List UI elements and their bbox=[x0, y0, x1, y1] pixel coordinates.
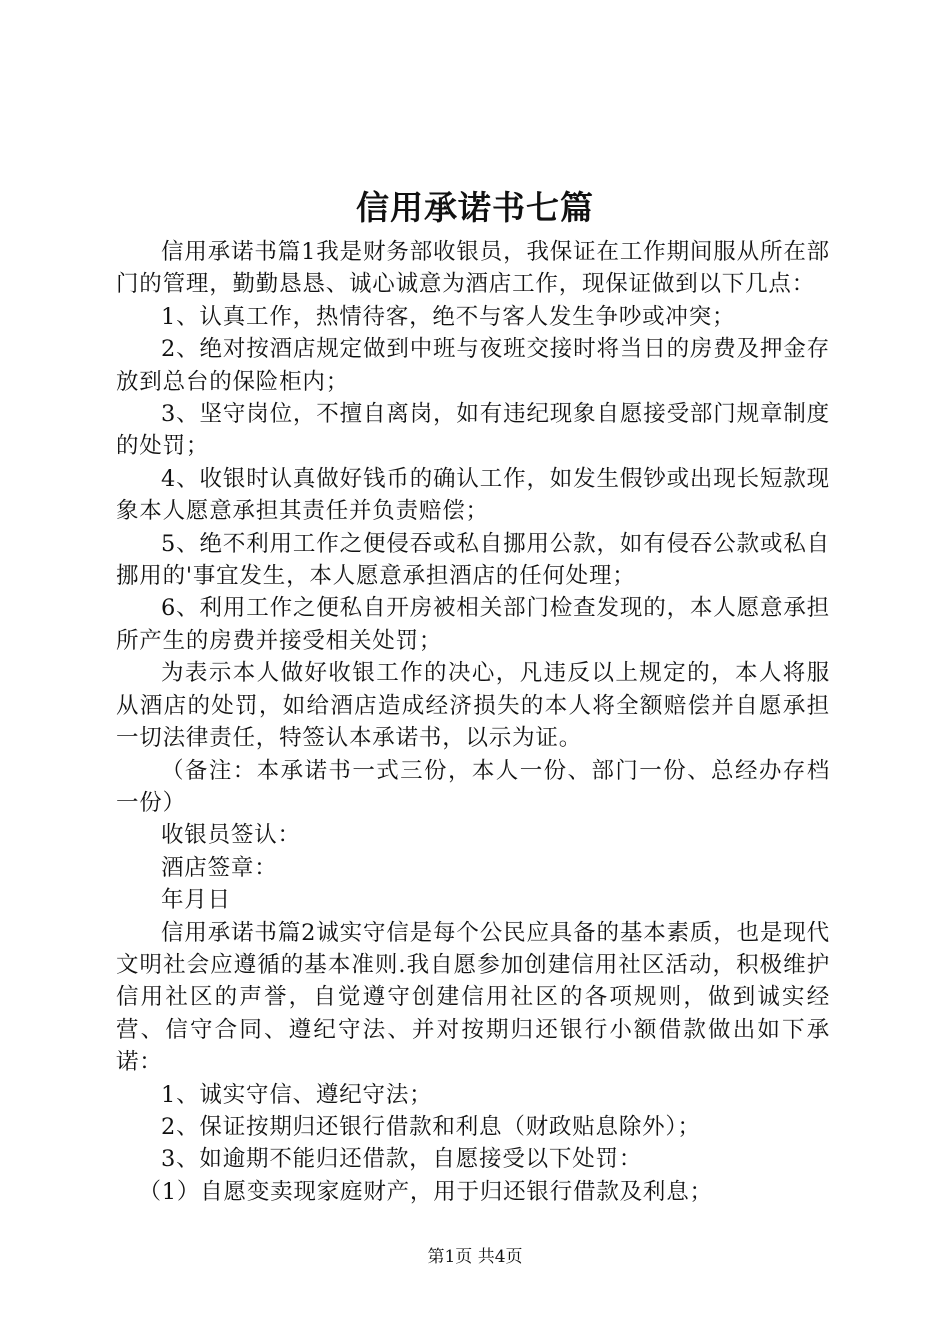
list-item-5: 5、绝不利用工作之便侵吞或私自挪用公款，如有侵吞公款或私自挪用的'事宜发生，本人愿意承担酒店的任何处理； bbox=[116, 530, 830, 590]
paragraph-intro-2: 信用承诺书篇2诚实守信是每个公民应具备的基本素质，也是现代文明社会应遵循的基本准则.我自愿参加创建信用社区活动，积极维护信用社区的声誉，自觉遵守创建信用社区的各项规则，做到诚实经营、信守合同、遵纪守法、并对按期归还银行小额借款做出如下承诺： bbox=[116, 919, 830, 1076]
document-body bbox=[116, 236, 830, 1208]
list-item-2: 2、绝对按酒店规定做到中班与夜班交接时将当日的房费及押金存放到总台的保险柜内； bbox=[116, 336, 830, 395]
list-item-4: 4、收银时认真做好钱币的确认工作，如发生假钞或出现长短款现象本人愿意承担其责任并负责赔偿； bbox=[116, 465, 830, 525]
list-item-2-3: 3、如逾期不能归还借款，自愿接受以下处罚： bbox=[161, 1146, 643, 1173]
list-item-6: 6、利用工作之便私自开房被相关部门检查发现的，本人愿意承担所产生的房费并接受相关处罚； bbox=[116, 595, 830, 654]
list-item-3: 3、坚守岗位，不擅自离岗，如有违纪现象自愿接受部门规章制度的处罚； bbox=[116, 401, 830, 460]
signature-date: 年月日 bbox=[161, 887, 231, 914]
list-item-1: 1、认真工作，热情待客，绝不与客人发生争吵或冲突； bbox=[161, 303, 736, 330]
list-item-2-2: 2、保证按期归还银行借款和利息（财政贴息除外）； bbox=[161, 1113, 701, 1140]
paragraph-note: （备注：本承诺书一式三份，本人一份、部门一份、总经办存档一份） bbox=[116, 757, 830, 816]
document-title: 信用承诺书七篇 bbox=[356, 188, 594, 227]
paragraph-intro-1: 信用承诺书篇1我是财务部收银员，我保证在工作期间服从所在部门的管理，勤勤恳恳、诚心诚意为酒店工作，现保证做到以下几点： bbox=[116, 239, 830, 298]
signature-hotel-seal: 酒店签章： bbox=[161, 854, 278, 881]
list-item-2-1: 1、诚实守信、遵纪守法； bbox=[161, 1081, 433, 1108]
sub-item-2-3-1: （1）自愿变卖现家庭财产，用于归还银行借款及利息； bbox=[138, 1178, 713, 1205]
page-footer: 第1页 共4页 bbox=[427, 1247, 523, 1267]
signature-cashier: 收银员签认： bbox=[161, 822, 301, 849]
paragraph-pledge: 为表示本人做好收银工作的决心，凡违反以上规定的，本人将服从酒店的处罚，如给酒店造成经济损失的本人将全额赔偿并自愿承担一切法律责任，特签认本承诺书，以示为证。 bbox=[116, 660, 830, 752]
